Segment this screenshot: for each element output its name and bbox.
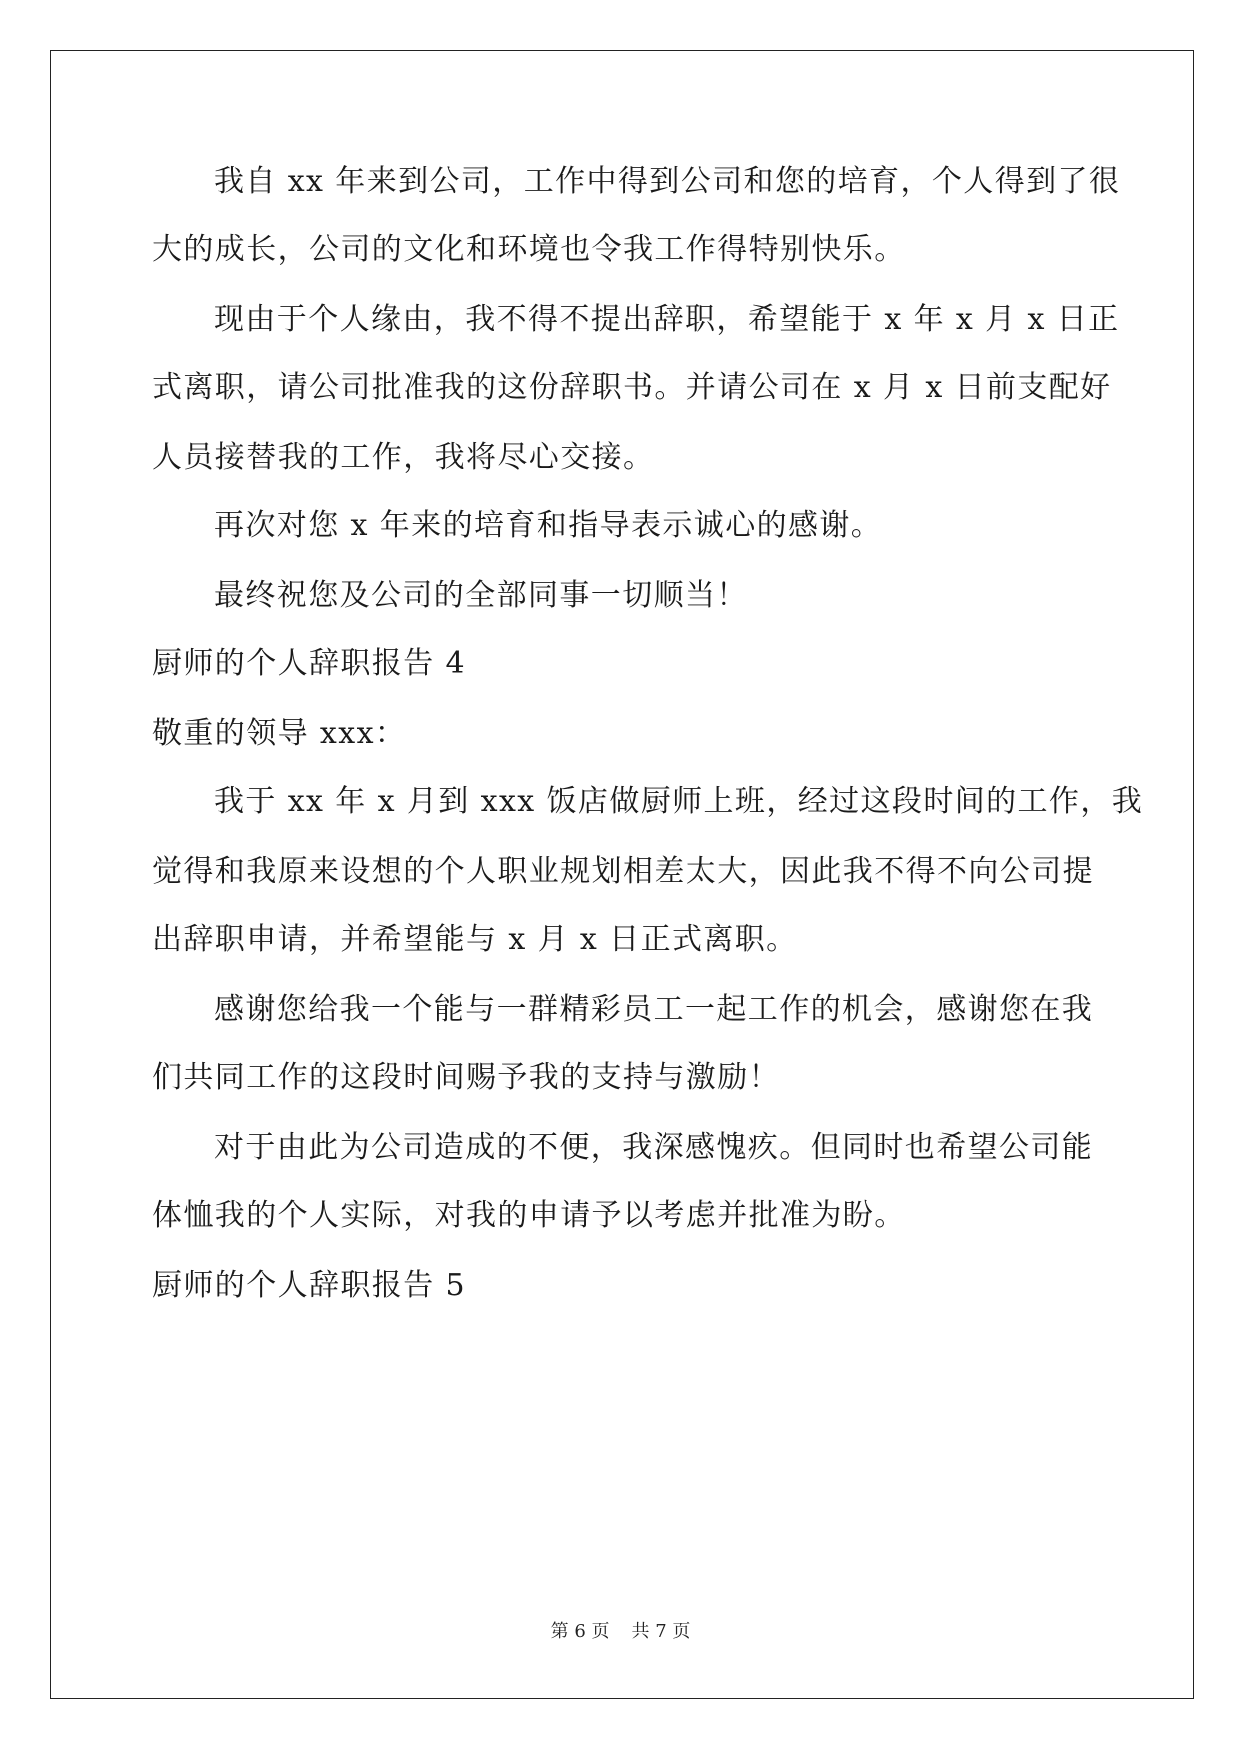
paragraph-line: 们共同工作的这段时间赐予我的支持与激励！	[152, 1060, 780, 1095]
paragraph-line: 出辞职申请，并希望能与 x 月 x 日正式离职。	[152, 922, 798, 957]
section-heading: 厨师的个人辞职报告 5	[152, 1268, 467, 1303]
paragraph-line: 体恤我的个人实际，对我的申请予以考虑并批准为盼。	[152, 1198, 906, 1233]
paragraph-line: 再次对您 x 年来的培育和指导表示诚心的感谢。	[214, 508, 883, 543]
paragraph-line: 感谢您给我一个能与一群精彩员工一起工作的机会，感谢您在我	[214, 992, 1094, 1027]
paragraph-line: 现由于个人缘由，我不得不提出辞职，希望能于 x 年 x 月 x 日正	[214, 302, 1120, 337]
paragraph-line: 最终祝您及公司的全部同事一切顺当！	[214, 578, 748, 613]
paragraph-line: 我自 xx 年来到公司，工作中得到公司和您的培育，个人得到了很	[214, 164, 1121, 199]
page-number-total: 共 7 页	[631, 1621, 691, 1642]
section-heading: 厨师的个人辞职报告 4	[152, 646, 467, 681]
page-footer	[0, 1620, 1241, 1644]
paragraph-line: 式离职，请公司批准我的这份辞职书。并请公司在 x 月 x 日前支配好	[152, 370, 1112, 405]
salutation: 敬重的领导 xxx：	[152, 716, 407, 751]
paragraph-line: 人员接替我的工作，我将尽心交接。	[152, 440, 655, 475]
paragraph-line: 我于 xx 年 x 月到 xxx 饭店做厨师上班，经过这段时间的工作，我	[214, 784, 1144, 819]
page-number-current: 第 6 页	[550, 1621, 610, 1642]
paragraph-line: 觉得和我原来设想的个人职业规划相差太大，因此我不得不向公司提	[152, 854, 1094, 889]
paragraph-line: 大的成长，公司的文化和环境也令我工作得特别快乐。	[152, 232, 906, 267]
paragraph-line: 对于由此为公司造成的不便，我深感愧疚。但同时也希望公司能	[214, 1130, 1094, 1165]
